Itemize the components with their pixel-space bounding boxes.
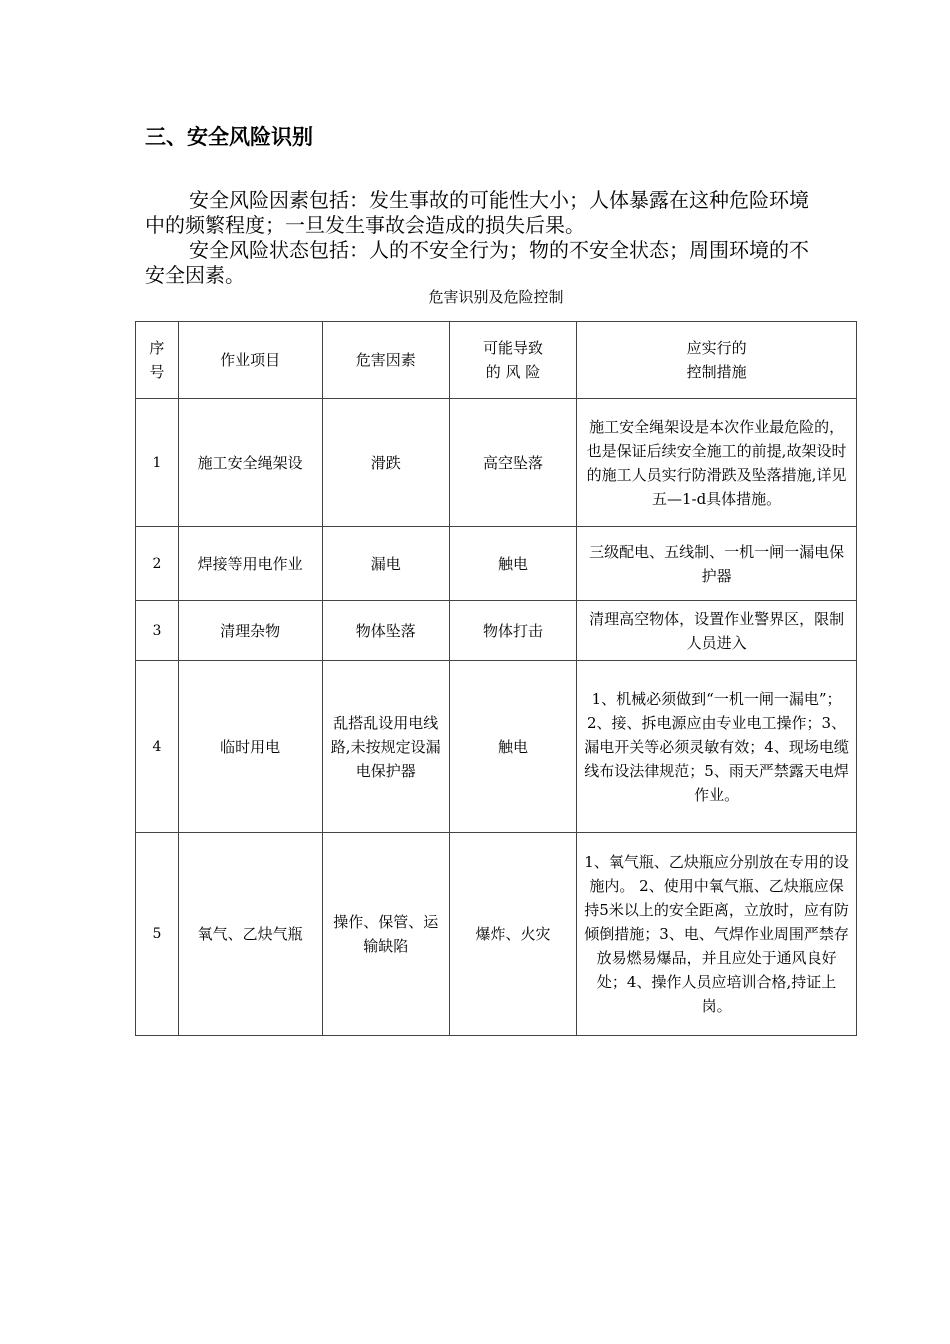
paragraph-risk-states: 安全风险状态包括：人的不安全行为；物的不安全状态；周围环境的不安全因素。 [145, 238, 809, 287]
cell-measures: 三级配电、五线制、一机一闸一漏电保护器 [577, 527, 857, 601]
header-measures: 应实行的 控制措施 [577, 322, 857, 399]
cell-measures: 清理高空物体，设置作业警界区，限制人员进入 [577, 601, 857, 661]
cell-no: 3 [136, 601, 179, 661]
cell-hazard: 操作、保管、运输缺陷 [322, 833, 449, 1036]
table-row [136, 833, 857, 1036]
table-row [136, 661, 857, 833]
cell-item: 氧气、乙炔气瓶 [178, 833, 322, 1036]
cell-risk: 高空坠落 [449, 399, 576, 527]
cell-no: 2 [136, 527, 179, 601]
cell-risk: 物体打击 [449, 601, 576, 661]
cell-measures: 1、机械必须做到“一机一闸一漏电”；2、接、拆电源应由专业电工操作；3、漏电开关等必须灵敏有效；4、现场电缆线布设法律规范；5、雨天严禁露天电焊作业。 [577, 661, 857, 833]
cell-no: 1 [136, 399, 179, 527]
cell-risk: 触电 [449, 661, 576, 833]
cell-measures: 施工安全绳架设是本次作业最危险的，也是保证后续安全施工的前提,故架设时的施工人员实行防滑跌及坠落措施,详见五—1-d具体措施。 [577, 399, 857, 527]
section-heading: 三、安全风险识别 [145, 125, 313, 149]
cell-hazard: 漏电 [322, 527, 449, 601]
cell-risk: 触电 [449, 527, 576, 601]
paragraph-risk-factors: 安全风险因素包括：发生事故的可能性大小；人体暴露在这种危险环境中的频繁程度；一旦发生事故会造成的损失后果。 [145, 188, 809, 237]
cell-measures: 1、氧气瓶、乙炔瓶应分别放在专用的设施内。 2、使用中氧气瓶、乙炔瓶应保持5米以上的安全距离，立放时，应有防倾倒措施；3、电、气焊作业周围严禁存放易燃易爆品，并且应处于通风良好处；4、操作人员应培训合格,持证上岗。 [577, 833, 857, 1036]
cell-item: 清理杂物 [178, 601, 322, 661]
cell-hazard: 乱搭乱设用电线路,未按规定设漏电保护器 [322, 661, 449, 833]
cell-item: 施工安全绳架设 [178, 399, 322, 527]
cell-no: 4 [136, 661, 179, 833]
cell-hazard: 物体坠落 [322, 601, 449, 661]
cell-item: 临时用电 [178, 661, 322, 833]
header-item: 作业项目 [178, 322, 322, 399]
header-hazard: 危害因素 [322, 322, 449, 399]
cell-hazard: 滑跌 [322, 399, 449, 527]
table-row [136, 601, 857, 661]
cell-risk: 爆炸、火灾 [449, 833, 576, 1036]
header-no: 序号 [136, 322, 179, 399]
cell-item: 焊接等用电作业 [178, 527, 322, 601]
header-risk: 可能导致 的 风 险 [449, 322, 576, 399]
hazard-control-table [135, 321, 857, 1036]
table-row [136, 527, 857, 601]
table-header-row [136, 322, 857, 399]
cell-no: 5 [136, 833, 179, 1036]
table-row [136, 399, 857, 527]
table-caption: 危害识别及危险控制 [428, 288, 564, 306]
